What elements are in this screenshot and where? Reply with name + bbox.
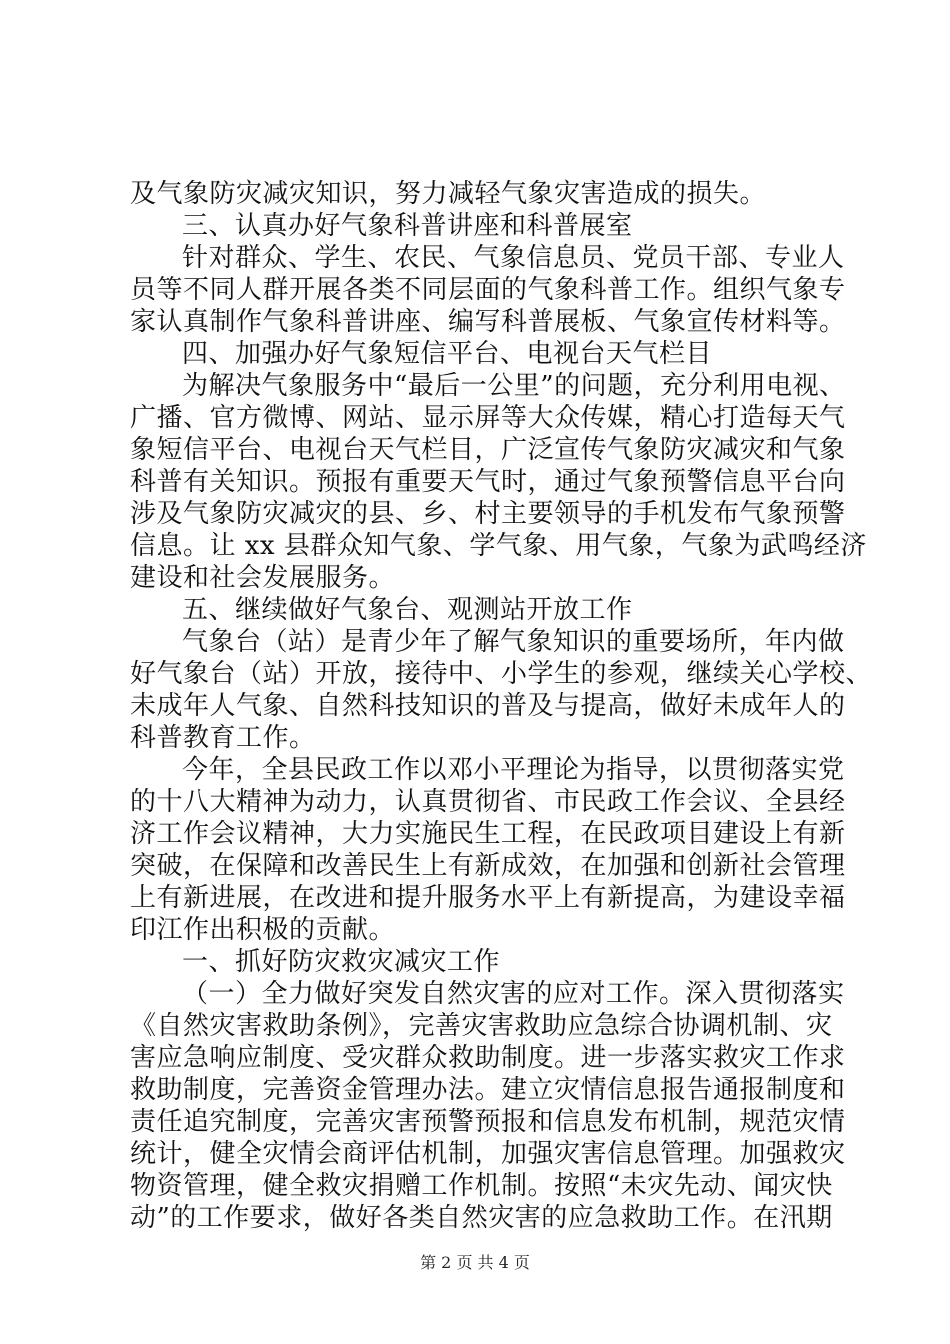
page-footer: 第 2 页 共 4 页 bbox=[420, 1253, 530, 1272]
text-line: 济工作会议精神，大力实施民生工程，在民政项目建设上有新 bbox=[130, 819, 846, 849]
text-line: 今年，全县民政工作以邓小平理论为指导，以贯彻落实党 bbox=[182, 755, 845, 785]
text-line: 责任追究制度，完善灾害预警预报和信息发布机制，规范灾情 bbox=[130, 1107, 846, 1137]
text-line: 为解决气象服务中“最后一公里”的问题，充分利用电视、 bbox=[182, 371, 846, 401]
text-line: （一）全力做好突发自然灾害的应对工作。深入贯彻落实 bbox=[182, 979, 845, 1009]
text-line: 科普教育工作。 bbox=[130, 723, 316, 753]
text-line: 气象台（站）是青少年了解气象知识的重要场所，年内做 bbox=[182, 627, 845, 657]
text-line: 针对群众、学生、农民、气象信息员、党员干部、专业人 bbox=[182, 243, 845, 273]
text-line: 救助制度，完善资金管理办法。建立灾情信息报告通报制度和 bbox=[130, 1075, 846, 1105]
text-line: 害应急响应制度、受灾群众救助制度。进一步落实救灾工作求 bbox=[130, 1043, 846, 1073]
text-line: 突破，在保障和改善民生上有新成效，在加强和创新社会管理 bbox=[130, 851, 846, 881]
text-line: 的十八大精神为动力，认真贯彻省、市民政工作会议、全县经 bbox=[130, 787, 846, 817]
text-line: 象短信平台、电视台天气栏目，广泛宣传气象防灾减灾和气象 bbox=[130, 435, 846, 465]
text-line: 建设和社会发展服务。 bbox=[130, 563, 396, 593]
text-line: 物资管理，健全救灾捐赠工作机制。按照“未灾先动、闻灾快 bbox=[130, 1171, 833, 1201]
text-line: 及气象防灾减灾知识，努力减轻气象灾害造成的损失。 bbox=[130, 179, 767, 209]
text-line: 好气象台（站）开放，接待中、小学生的参观，继续关心学校、 bbox=[130, 659, 873, 689]
section-heading: 四、加强办好气象短信平台、电视台天气栏目 bbox=[182, 339, 713, 369]
text-line: 信息。让 xx 县群众知气象、学气象、用气象，气象为武鸣经济 bbox=[130, 531, 867, 561]
section-heading: 五、继续做好气象台、观测站开放工作 bbox=[182, 595, 633, 625]
text-line: 印江作出积极的贡献。 bbox=[130, 915, 396, 945]
text-line: 涉及气象防灾减灾的县、乡、村主要领导的手机发布气象预警 bbox=[130, 499, 846, 529]
text-line: 家认真制作气象科普讲座、编写科普展板、气象宣传材料等。 bbox=[130, 307, 846, 337]
section-heading: 三、认真办好气象科普讲座和科普展室 bbox=[182, 211, 633, 241]
text-line: 《自然灾害救助条例》，完善灾害救助应急综合协调机制、灾 bbox=[130, 1011, 833, 1041]
text-line: 员等不同人群开展各类不同层面的气象科普工作。组织气象专 bbox=[130, 275, 846, 305]
text-line: 广播、官方微博、网站、显示屏等大众传媒，精心打造每天气 bbox=[130, 403, 846, 433]
text-line: 未成年人气象、自然科技知识的普及与提高，做好未成年人的 bbox=[130, 691, 846, 721]
section-heading: 一、抓好防灾救灾减灾工作 bbox=[182, 947, 501, 977]
text-line: 统计，健全灾情会商评估机制，加强灾害信息管理。加强救灾 bbox=[130, 1139, 846, 1169]
text-line: 科普有关知识。预报有重要天气时，通过气象预警信息平台向 bbox=[130, 467, 846, 497]
text-line: 动”的工作要求，做好各类自然灾害的应急救助工作。在汛期 bbox=[130, 1203, 833, 1233]
text-line: 上有新进展，在改进和提升服务水平上有新提高，为建设幸福 bbox=[130, 883, 846, 913]
